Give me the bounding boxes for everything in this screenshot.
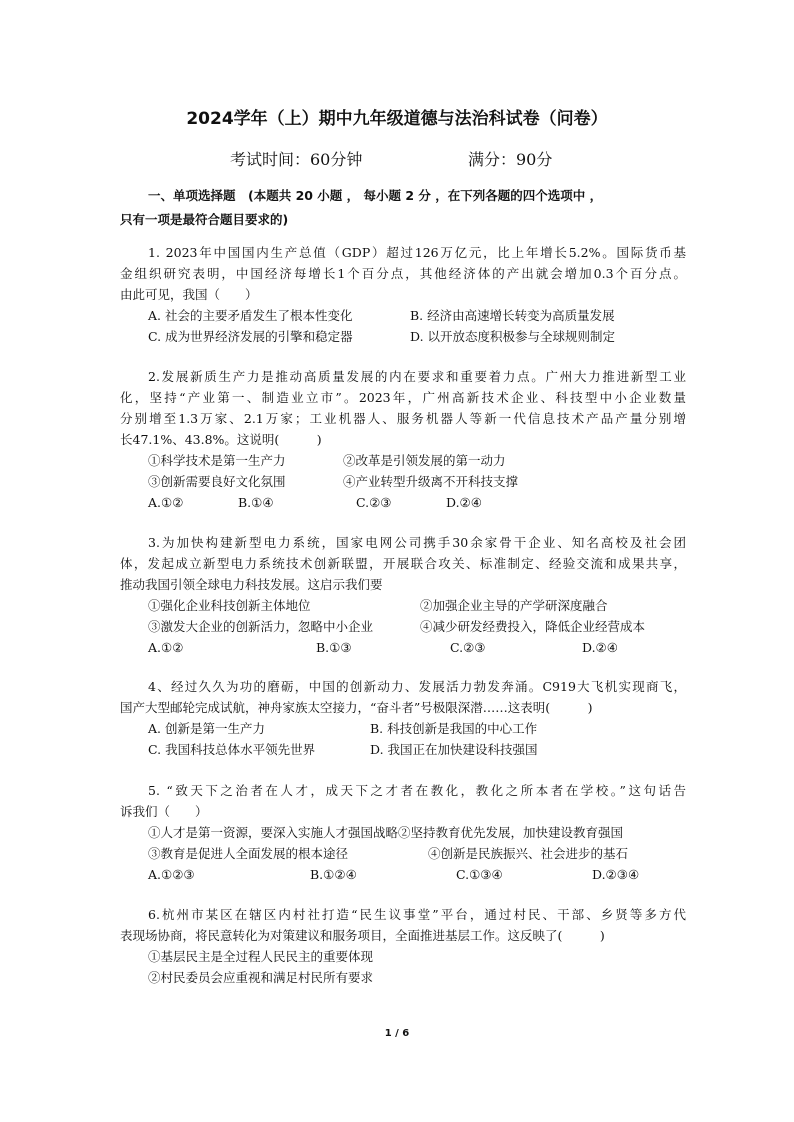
answer-option: A.①② bbox=[148, 495, 184, 510]
answer-option: D. 我国正在加快建设科技强国 bbox=[370, 742, 538, 757]
question-stem-line: 分别增至1.3万家、2.1万家；工业机器人、服务机器人等新一代信息技术产品产量分别增 bbox=[120, 411, 686, 426]
answer-statement: ①人才是第一资源，要深入实施人才强国战略②坚持教育优先发展，加快建设教育强国 bbox=[148, 825, 624, 840]
question-stem-line: 化，坚持“产业第一、制造业立市”。2023年，广州高新技术企业、科技型中小企业数量 bbox=[120, 390, 686, 405]
answer-statement: ②改革是引领发展的第一动力 bbox=[343, 453, 506, 468]
question-stem-line: 6.杭州市某区在辖区内村社打造“民生议事堂”平台，通过村民、干部、乡贤等多方代 bbox=[148, 907, 686, 922]
page-title: 2024学年（上）期中九年级道德与法治科试卷（问卷） bbox=[186, 109, 608, 129]
answer-statement: ②村民委员会应重视和满足村民所有要求 bbox=[148, 970, 374, 985]
question-stem-line: 诉我们（ ） bbox=[120, 804, 208, 819]
question-stem-line: 长47.1%、43.8%。这说明( ) bbox=[120, 432, 322, 447]
question-stem-line: 1. 2023年中国国内生产总值（GDP）超过126万亿元，比上年增长5.2%。国际货币基 bbox=[148, 245, 686, 260]
answer-option: B. 经济由高速增长转变为高质量发展 bbox=[410, 308, 615, 323]
full-score: 满分：90分 bbox=[468, 150, 553, 169]
answer-statement: ②加强企业主导的产学研深度融合 bbox=[420, 598, 608, 613]
exam-time: 考试时间：60分钟 bbox=[230, 150, 363, 169]
question-stem-line: 体，发起成立新型电力系统技术创新联盟，开展联合攻关、标准制定、经验交流和成果共享， bbox=[120, 556, 686, 571]
answer-option: A.①② bbox=[148, 640, 184, 655]
question-stem-line: 国产大型邮轮完成试航，神舟家族太空接力，“奋斗者”号极限深潜……这表明( ) bbox=[120, 700, 593, 715]
question-stem-line: 2.发展新质生产力是推动高质量发展的内在要求和重要着力点。广州大力推进新型工业 bbox=[148, 369, 686, 384]
question-stem-line: 推动我国引领全球电力科技发展。这启示我们要 bbox=[120, 577, 383, 592]
question-2 bbox=[120, 366, 686, 513]
question-3 bbox=[120, 532, 686, 658]
answer-option: D.②④ bbox=[582, 640, 618, 655]
answer-option: B.①④ bbox=[238, 495, 274, 510]
answer-option: A. 社会的主要矛盾发生了根本性变化 bbox=[148, 308, 353, 323]
answer-option: C. 我国科技总体水平领先世界 bbox=[148, 742, 316, 757]
question-6 bbox=[120, 904, 686, 988]
question-stem-line: 金组织研究表明，中国经济每增长1个百分点，其他经济体的产出就会增加0.3个百分点。 bbox=[120, 266, 686, 281]
answer-option: C. 成为世界经济发展的引擎和稳定器 bbox=[148, 329, 353, 344]
question-stem-line: 5. “致天下之治者在人才，成天下之才者在教化，教化之所本者在学校。”这句话告 bbox=[148, 783, 686, 798]
question-4 bbox=[120, 676, 686, 760]
answer-statement: ④减少研发经费投入，降低企业经营成本 bbox=[420, 619, 646, 634]
answer-statement: ①科学技术是第一生产力 bbox=[148, 453, 286, 468]
answer-option: B. 科技创新是我国的中心工作 bbox=[370, 721, 538, 736]
answer-option: B.①③ bbox=[316, 640, 352, 655]
answer-option: B.①②④ bbox=[310, 867, 357, 882]
question-stem-line: 3.为加快构建新型电力系统，国家电网公司携手30余家骨干企业、知名高校及社会团 bbox=[148, 535, 686, 550]
answer-option: A. 创新是第一生产力 bbox=[148, 721, 265, 736]
question-stem-line: 表现场协商，将民意转化为对策建议和服务项目，全面推进基层工作。这反映了( ) bbox=[120, 928, 605, 943]
answer-option: C.②③ bbox=[356, 495, 392, 510]
section-heading bbox=[120, 184, 680, 232]
question-stem-line: 由此可见，我国（ ） bbox=[120, 287, 258, 302]
question-stem-line: 4、经过久久为功的磨砺，中国的创新动力、发展活力勃发奔涌。C919大飞机实现商飞， bbox=[148, 679, 686, 694]
answer-option: D.②④ bbox=[446, 495, 482, 510]
answer-statement: ④创新是民族振兴、社会进步的基石 bbox=[428, 846, 629, 861]
answer-option: C.①③④ bbox=[456, 867, 503, 882]
answer-option: D.②③④ bbox=[592, 867, 640, 882]
answer-statement: ①基层民主是全过程人民民主的重要体现 bbox=[148, 949, 374, 964]
answer-statement: ③激发大企业的创新活力，忽略中小企业 bbox=[148, 619, 374, 634]
answer-statement: ③教育是促进人全面发展的根本途径 bbox=[148, 846, 349, 861]
answer-option: D. 以开放态度积极参与全球规则制定 bbox=[410, 329, 616, 344]
section-heading-line: 一、单项选择题 (本题共 20 小题 ， 每小题 2 分 ，在下列各题的四个选项中 ， bbox=[148, 188, 603, 203]
answer-statement: ④产业转型升级离不开科技支撑 bbox=[343, 474, 519, 489]
answer-statement: ③创新需要良好文化氛围 bbox=[148, 474, 286, 489]
question-1 bbox=[120, 242, 686, 347]
section-heading-line: 只有一项是最符合题目要求的) bbox=[120, 212, 289, 227]
answer-option: C.②③ bbox=[450, 640, 486, 655]
question-5 bbox=[120, 780, 686, 885]
page-number: 1 / 6 bbox=[384, 1028, 410, 1039]
answer-statement: ①强化企业科技创新主体地位 bbox=[148, 598, 311, 613]
answer-option: A.①②③ bbox=[148, 867, 195, 882]
